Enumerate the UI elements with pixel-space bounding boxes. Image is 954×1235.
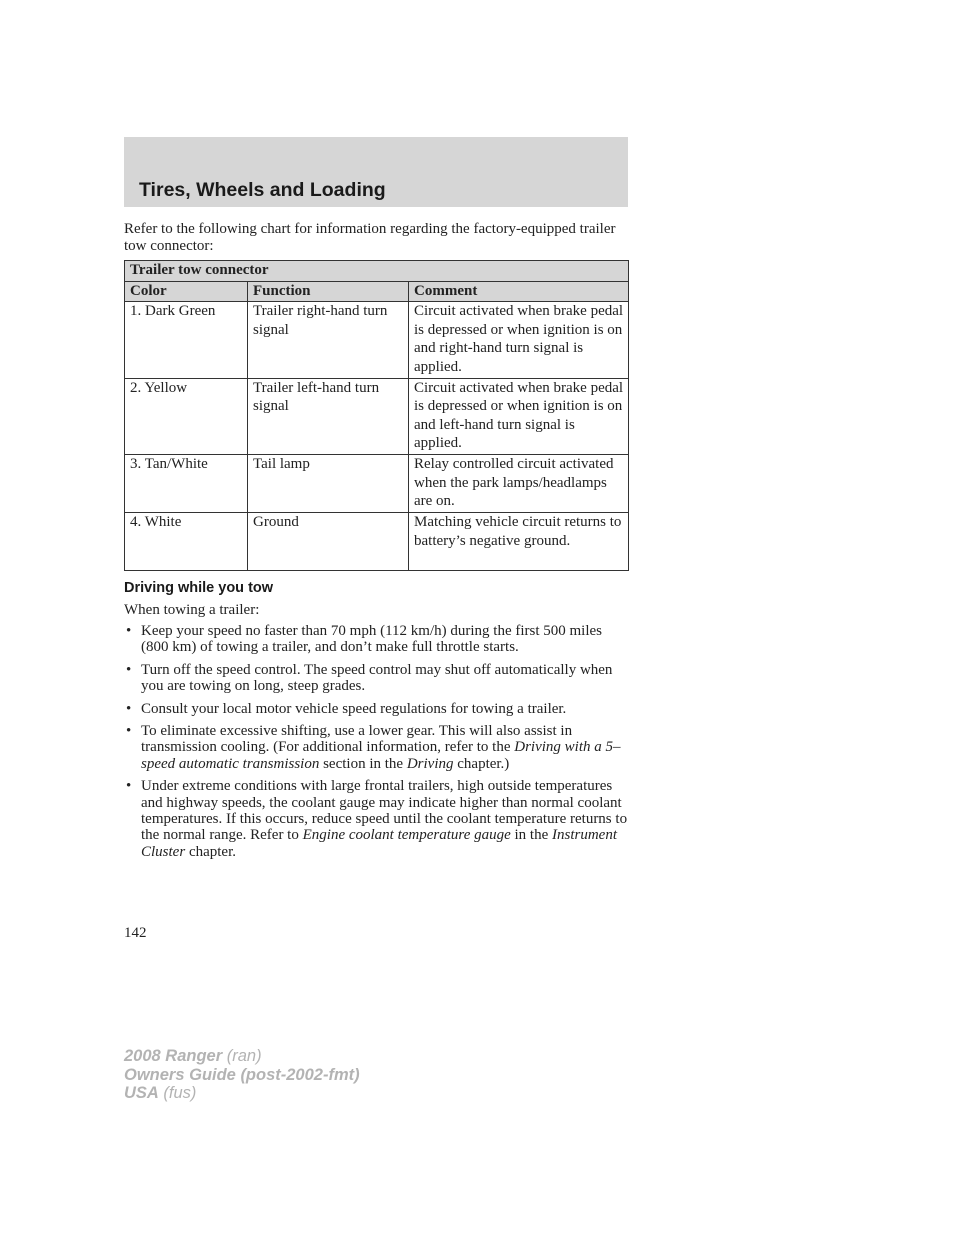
text-run: To eliminate excessive shifting, use a lower gear. This will also assist in transmission cooling. (For additional information, refer to the	[141, 723, 573, 756]
footer-line-guide	[124, 1066, 360, 1085]
list-item	[124, 723, 628, 772]
document-footer	[124, 1047, 360, 1103]
list-item	[124, 662, 628, 695]
table-row	[125, 454, 629, 512]
cell-function: Tail lamp	[248, 454, 409, 512]
chapter-header	[124, 137, 628, 207]
footer-model: 2008 Ranger	[124, 1047, 223, 1065]
cross-reference-chapter: Instrument Cluster	[141, 827, 618, 860]
list-item-text	[141, 778, 627, 860]
chapter-title: Tires, Wheels and Loading	[139, 179, 386, 201]
cell-color: 2. Yellow	[125, 378, 248, 454]
list-item-text: Consult your local motor vehicle speed regulations for towing a trailer.	[141, 700, 567, 717]
text-run: chapter.	[185, 843, 236, 860]
text-run: section in the	[319, 755, 407, 772]
list-item	[124, 778, 628, 860]
towing-tips-list	[124, 623, 628, 866]
footer-line-model	[124, 1047, 360, 1066]
footer-model-code: (ran)	[222, 1047, 262, 1065]
list-item-text: Turn off the speed control. The speed control may shut off automatically when you are towing on long, steep grades.	[141, 661, 613, 695]
intro-paragraph: Refer to the following chart for information regarding the factory-equipped trailer tow connector:	[124, 221, 616, 254]
table-caption-row	[125, 261, 629, 282]
cross-reference-section: Driving with a 5–speed automatic transmission	[141, 739, 621, 772]
footer-market: USA	[124, 1084, 159, 1102]
cell-comment: Relay controlled circuit activated when the park lamps/headlamps are on.	[409, 454, 629, 512]
column-header-function: Function	[248, 281, 409, 302]
list-item-text: Keep your speed no faster than 70 mph (112 km/h) during the first 500 miles (800 km) of towing a trailer, and don’t make full throttle starts.	[141, 623, 603, 656]
table-row	[125, 512, 629, 570]
table-caption: Trailer tow connector	[125, 261, 629, 282]
list-item	[124, 623, 628, 656]
bullet-glyph: •	[126, 700, 132, 717]
cell-function: Trailer right-hand turn signal	[248, 302, 409, 378]
trailer-tow-connector-table	[124, 260, 629, 571]
bullet-glyph: •	[126, 778, 132, 795]
section-heading: Driving while you tow	[124, 580, 274, 596]
footer-line-market	[124, 1084, 360, 1103]
cross-reference-chapter: Driving	[406, 755, 454, 772]
list-item	[124, 701, 628, 717]
column-header-color: Color	[125, 281, 248, 302]
column-header-comment: Comment	[409, 281, 629, 302]
table-row	[125, 302, 629, 378]
text-run: in the	[510, 827, 553, 844]
bullet-glyph: •	[126, 723, 132, 740]
cell-function: Trailer left-hand turn signal	[248, 378, 409, 454]
page-number: 142	[124, 925, 147, 941]
table-header-row	[125, 281, 629, 302]
cell-color: 4. White	[125, 512, 248, 570]
cell-color: 1. Dark Green	[125, 302, 248, 378]
section-lead: When towing a trailer:	[124, 602, 260, 618]
cross-reference-section: Engine coolant temperature gauge	[302, 827, 511, 844]
cell-comment: Circuit activated when brake pedal is depressed or when ignition is on and right-hand turn signal is applied.	[409, 302, 629, 378]
footer-market-code: (fus)	[158, 1084, 197, 1102]
text-run: chapter.)	[453, 755, 510, 772]
bullet-glyph: •	[126, 623, 132, 639]
cell-function: Ground	[248, 512, 409, 570]
cell-color: 3. Tan/White	[125, 454, 248, 512]
footer-guide: Owners Guide (post-2002-fmt)	[124, 1065, 360, 1084]
cell-comment: Circuit activated when brake pedal is depressed or when ignition is on and left-hand turn signal is applied.	[409, 378, 629, 454]
cell-comment: Matching vehicle circuit returns to battery’s negative ground.	[409, 512, 629, 570]
table-row	[125, 378, 629, 454]
bullet-glyph: •	[126, 661, 132, 678]
list-item-text	[141, 723, 621, 772]
text-run: Under extreme conditions with large frontal trailers, high outside temperatures and highway speeds, the coolant gauge may indicate higher than normal coolant temperatures. If this occurs, reduce speed until the coolant temperature returns to the normal range. Refer to	[141, 778, 628, 844]
